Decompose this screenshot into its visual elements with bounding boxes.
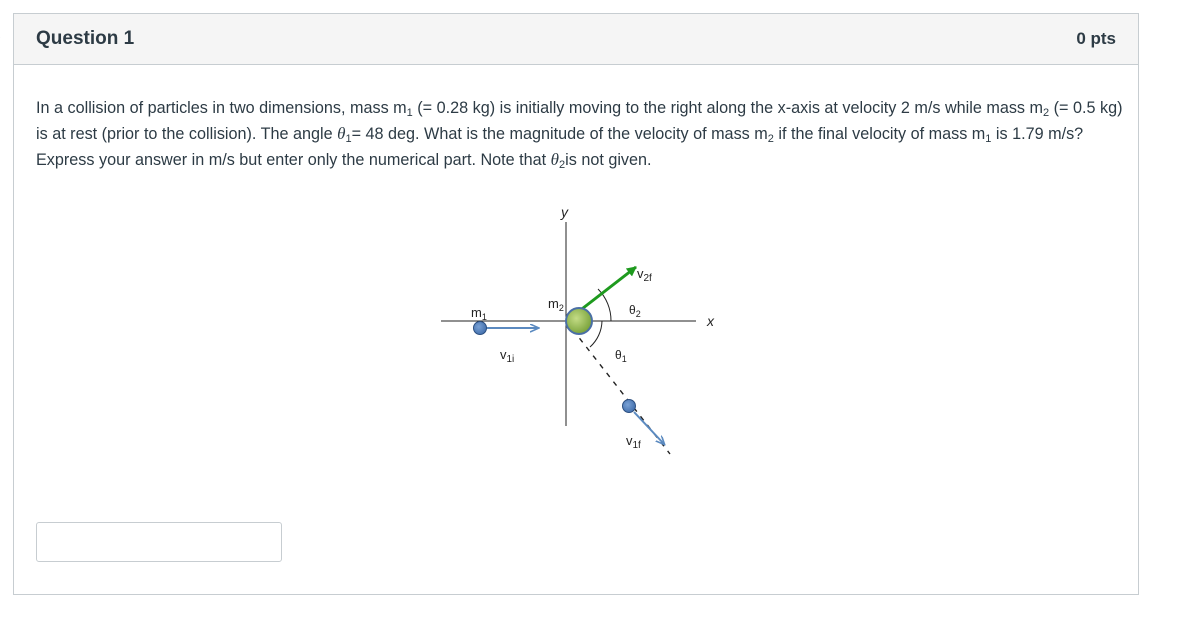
question-header xyxy=(14,14,1138,65)
m1-final-ball xyxy=(623,400,636,413)
v1f-label: $v_{1f}$ xyxy=(626,433,641,451)
question-card xyxy=(13,13,1139,595)
answer-input[interactable] xyxy=(36,522,282,562)
question-points: 0 pts xyxy=(1076,29,1116,48)
v1i-label: $v_{1i}$ xyxy=(500,347,515,365)
theta2-label: $\theta_2$ xyxy=(629,303,641,319)
m1-label: $m_1$ xyxy=(471,305,487,322)
v2f-arrow xyxy=(578,267,636,312)
v2f-label: $v_{2f}$ xyxy=(637,266,652,284)
question-text: In a collision of particles in two dimensions, mass $m_1$ (= 0.28 kg) is initially moving to the right along the x-axis at velocity 2 m/s while mass $m_2$ (= 0.5 kg) is at rest (prior to the collision). The angle $\theta_1= 48$ deg. What is the magnitude of the velocity of mass $m_2$ if the final velocity of mass $m_1$ is 1.79 m/s? Express your answer in m/s but enter only the numerical part. Note that $\theta_2is$ not given. xyxy=(36,99,1123,171)
theta1-label: $\theta_1$ xyxy=(615,348,627,364)
m2-ball xyxy=(566,308,592,334)
question-title: Question 1 xyxy=(36,28,135,49)
m2-label: $m_2$ xyxy=(548,296,564,313)
collision-diagram xyxy=(434,204,734,474)
chevron-right-icon xyxy=(0,28,4,44)
m1-initial-ball xyxy=(474,322,487,335)
collision-diagram-svg xyxy=(434,204,734,474)
x-axis-label: x xyxy=(707,313,714,329)
y-axis-label: y xyxy=(561,204,568,220)
